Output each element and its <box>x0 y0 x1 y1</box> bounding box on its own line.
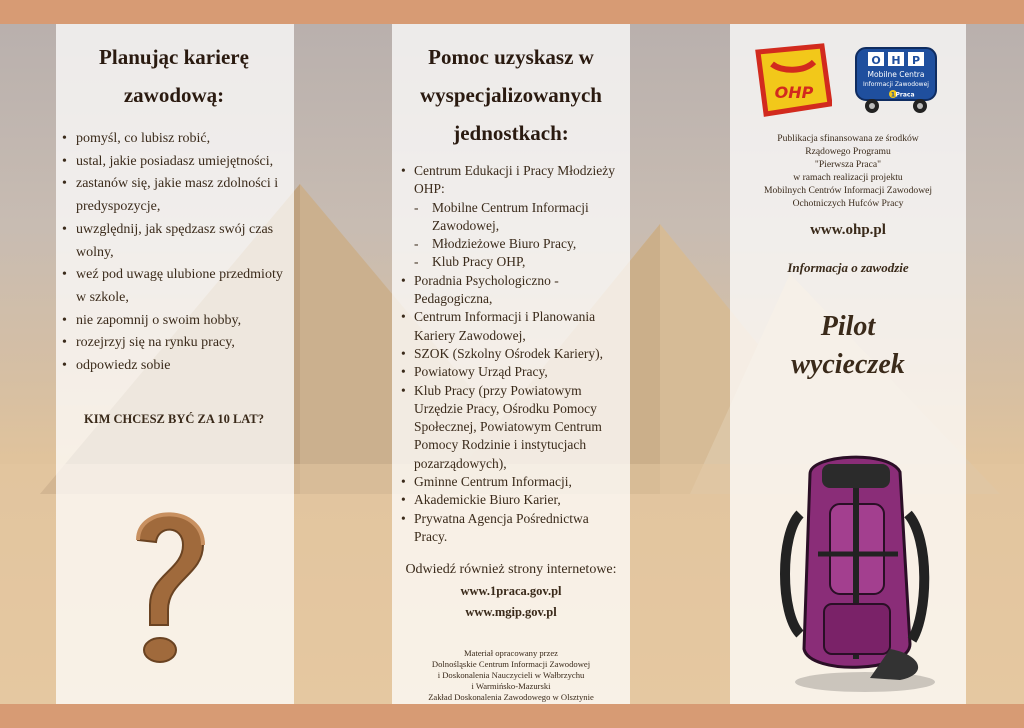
list-item: • Klub Pracy (przy Powiatowym Urzędzie Pracy, Ośrodku Pomocy Społecznej, Powiatowym Centrum Pomocy Rodzinie i instytucjach pozarządowych), <box>398 382 624 473</box>
panel-cover <box>730 24 966 704</box>
website-link[interactable]: www.ohp.pl <box>810 222 886 238</box>
funding-line: w ramach realizacji projektu <box>793 172 903 183</box>
brochure-title <box>730 308 966 384</box>
unit-label: Centrum Edukacji i Pracy Młodzieży OHP: <box>414 163 615 197</box>
list-item: • uwzględnij, jak spędzasz swój czas wolny, <box>62 219 286 264</box>
list-item <box>398 162 624 272</box>
ohp-logo <box>752 42 832 120</box>
title-line: Pilot <box>820 311 876 342</box>
sub-list-item: - Młodzieżowe Biuro Pracy, <box>414 235 624 253</box>
visit-text: Odwiedź również strony internetowe: <box>405 562 617 578</box>
list-item: • nie zapomnij o swoim hobby, <box>62 310 286 333</box>
units-list <box>398 162 624 546</box>
link-1praca[interactable]: www.1praca.gov.pl <box>460 584 562 599</box>
material-credits <box>392 648 630 703</box>
list-item: • Akademickie Biuro Karier, <box>398 491 624 509</box>
panel-help-units <box>392 24 630 704</box>
list-item: • Powiatowy Urząd Pracy, <box>398 363 624 381</box>
career-heading: Planując karierę zawodową: <box>99 45 249 107</box>
bus-badge: Praca <box>895 91 915 99</box>
credit-line: i Warmińsko-Mazurski <box>471 681 551 691</box>
bus-line2: Informacji Zawodowej <box>863 81 929 88</box>
sub-list-item: - Klub Pracy OHP, <box>414 253 624 271</box>
funding-line: "Pierwsza Praca" <box>814 159 882 170</box>
bus-line1: Mobilne Centra <box>867 70 925 79</box>
funding-line: Publikacja sfinansowana ze środków <box>777 133 919 144</box>
list-item: • SZOK (Szkolny Ośrodek Kariery), <box>398 345 624 363</box>
list-item: • zastanów się, jakie masz zdolności i predyspozycje, <box>62 173 286 218</box>
ohp-logo-text: OHP <box>774 83 814 102</box>
title-line: wycieczek <box>791 349 905 380</box>
funding-note <box>730 132 966 210</box>
bus-letter: O <box>871 54 881 67</box>
bus-letter: P <box>911 54 921 67</box>
link-mgip[interactable]: www.mgip.gov.pl <box>465 605 557 620</box>
bus-logo <box>850 44 946 118</box>
ohp-sublist <box>414 199 624 272</box>
credit-line: i Doskonalenia Nauczycieli w Wałbrzychu <box>437 670 585 680</box>
bus-badge-num: 1 <box>890 91 896 99</box>
list-item: • rozejrzyj się na rynku pracy, <box>62 332 286 355</box>
list-item: • Centrum Informacji i Planowania Kariery Zawodowej, <box>398 308 624 345</box>
list-item: • weź pod uwagę ulubione przedmioty w szkole, <box>62 264 286 309</box>
career-bullet-list <box>62 128 286 378</box>
list-item: • odpowiedz sobie <box>62 355 286 378</box>
question-text: KIM CHCESZ BYĆ ZA 10 LAT? <box>83 411 264 426</box>
logo-row <box>752 42 956 122</box>
funding-line: Rządowego Programu <box>805 146 891 157</box>
credit-line: Materiał opracowany przez <box>463 648 558 658</box>
funding-line: Mobilnych Centrów Informacji Zawodowej <box>763 185 933 196</box>
list-item: • pomyśl, co lubisz robić, <box>62 128 286 151</box>
backpack-image <box>770 444 940 694</box>
list-item: • Prywatna Agencja Pośrednictwa Pracy. <box>398 510 624 547</box>
info-subtitle: Informacja o zawodzie <box>787 260 909 275</box>
question-mark-icon <box>108 500 218 670</box>
list-item: • ustal, jakie posiadasz umiejętności, <box>62 151 286 174</box>
sub-list-item: - Mobilne Centrum Informacji Zawodowej, <box>414 199 624 236</box>
funding-line: Ochotniczych Hufców Pracy <box>792 198 904 209</box>
list-item: • Gminne Centrum Informacji, <box>398 473 624 491</box>
credit-line: Zakład Doskonalenia Zawodowego w Olsztynie <box>428 692 594 702</box>
panel-career-planning <box>56 24 294 704</box>
credit-line: Dolnośląskie Centrum Informacji Zawodowej <box>431 659 591 669</box>
bus-letter: H <box>891 54 901 67</box>
help-heading: Pomoc uzyskasz w wyspecjalizowanych jednostkach: <box>420 45 602 145</box>
list-item: • Poradnia Psychologiczno - Pedagogiczna, <box>398 272 624 309</box>
